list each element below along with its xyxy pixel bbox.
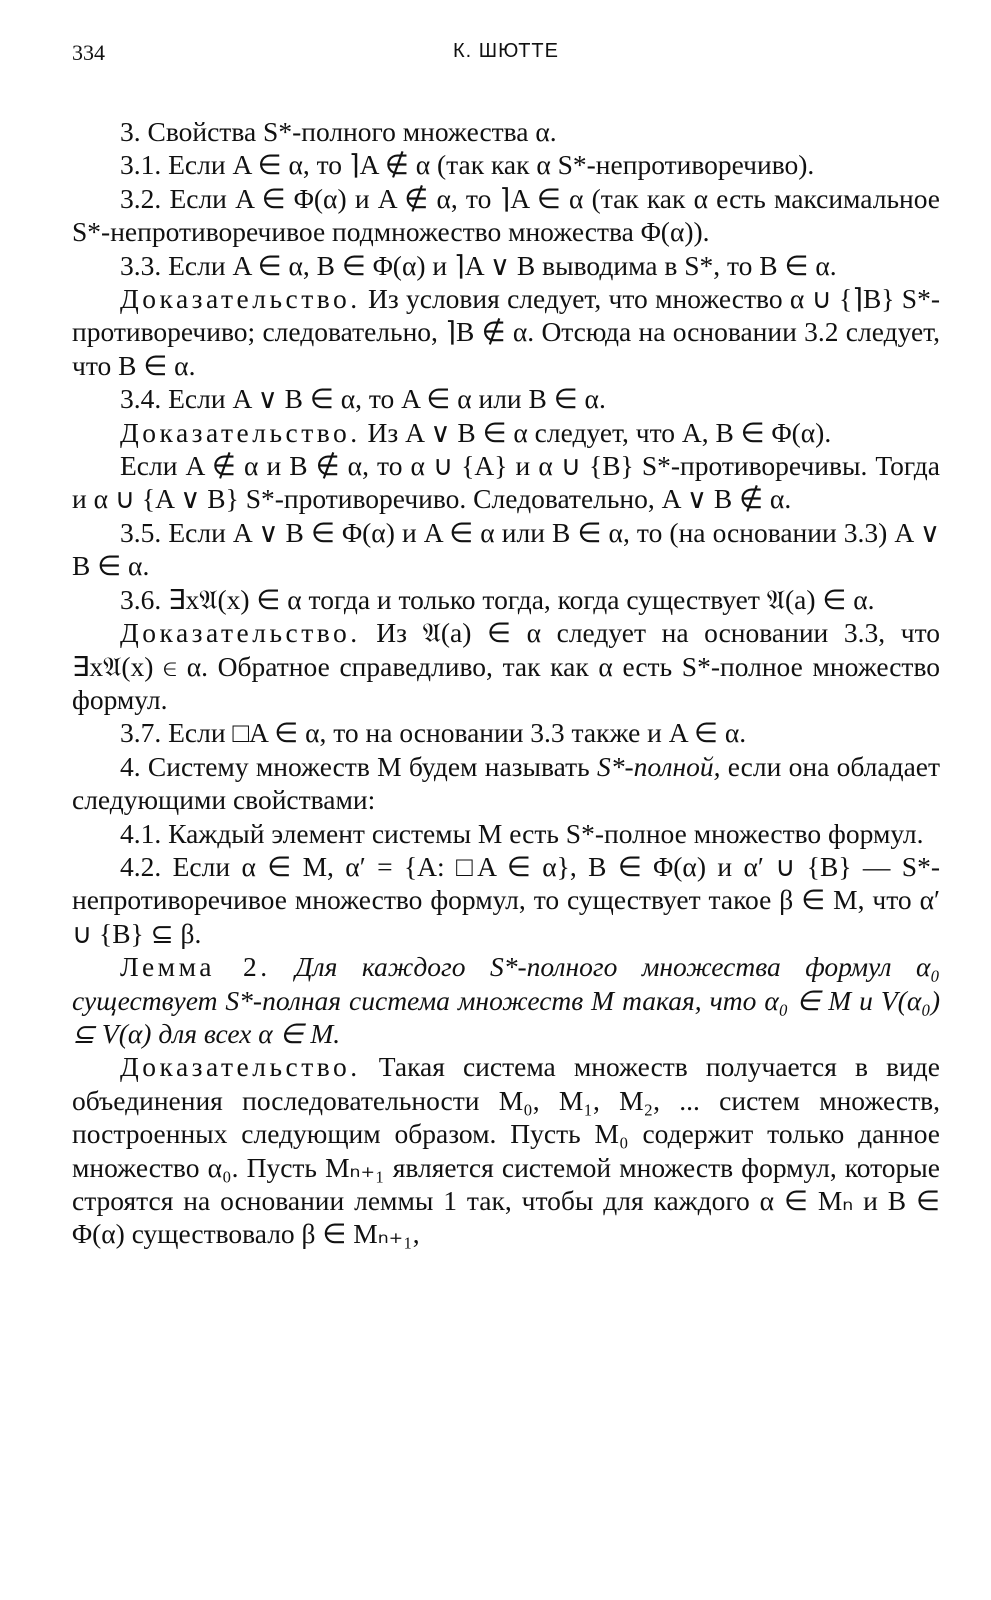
- paragraph-3-7: [72, 716, 940, 749]
- paragraph-3-2: [72, 182, 940, 249]
- paragraph-4: [72, 750, 940, 817]
- paragraph-text: 3.2. Если A ∈ Φ(α) и A ∉ α, то ⌉A ∈ α (так как α есть максимальное S*-непротиворечивое подмножество множества Φ(α)).: [72, 182, 940, 248]
- proof-3-3: [72, 282, 940, 382]
- paragraph-3-4: [72, 382, 940, 415]
- paragraph-4-1: [72, 817, 940, 850]
- paragraph-text: 4. Систему множеств M будем называть: [120, 750, 597, 782]
- paragraph-text: 3.5. Если A ∨ B ∈ Φ(α) и A ∈ α или B ∈ α, то (на основании 3.3) A ∨ B ∈ α.: [72, 516, 940, 582]
- body-text: [72, 115, 940, 1251]
- proof-lemma-2: [72, 1050, 940, 1250]
- paragraph-3-1: [72, 148, 940, 181]
- paragraph-text: 4.1. Каждый элемент системы M есть S*-полное множество формул.: [120, 817, 924, 849]
- paragraph-text: Такая система множеств получается в виде объединения последовательности M₀, M₁, M₂, ... систем множеств, построенных следующим образом. Пусть M₀ содержит только данное множество α₀. Пусть Mₙ₊₁ является системой множеств формул, которые строятся на основании леммы 1 так, чтобы для каждого α ∈ Mₙ и B ∈ Φ(α) существовало β ∈ Mₙ₊₁,: [72, 1051, 940, 1250]
- paragraph-text: 4.2. Если α ∈ M, α′ = {A: □A ∈ α}, B ∈ Φ(α) и α′ ∪ {B} — S*-непротиворечивое множество формул, то существует такое β ∈ M, что α′ ∪ {B} ⊆ β.: [72, 850, 940, 949]
- paragraph-3-6: [72, 583, 940, 616]
- proof-label: Доказательство.: [120, 617, 361, 649]
- paragraph-3-3: [72, 249, 940, 282]
- defined-term: S*-полной,: [596, 750, 721, 782]
- paragraph-3: [72, 115, 940, 148]
- page-header: [72, 40, 940, 80]
- paragraph-text: 3.7. Если □A ∈ α, то на основании 3.3 также и A ∈ α.: [120, 717, 747, 749]
- page-number: 334: [72, 40, 105, 65]
- proof-label: Доказательство.: [120, 283, 361, 315]
- paragraph-text: Если A ∉ α и B ∉ α, то α ∪ {A} и α ∪ {B} S*-противоречивы. Тогда и α ∪ {A ∨ B} S*-противоречиво. Следовательно, A ∨ B ∉ α.: [72, 450, 940, 515]
- paragraph-text: Из условия следует, что множество α ∪ {⌉B} S*-противоречиво; следовательно, ⌉B ∉ α. Отсюда на основании 3.2 следует, что B ∈ α.: [72, 283, 940, 381]
- proof-label: Доказательство.: [120, 416, 361, 448]
- proof-label: Доказательство.: [120, 1051, 361, 1083]
- running-head: К. ШЮТТЕ: [453, 40, 559, 62]
- paragraph-text: 3.4. Если A ∨ B ∈ α, то A ∈ α или B ∈ α.: [120, 383, 606, 415]
- paragraph-text: 3.1. Если A ∈ α, то ⌉A ∉ α (так как α S*-непротиворечиво).: [120, 149, 815, 181]
- paragraph-text: 3. Свойства S*-полного множества α.: [120, 116, 557, 147]
- lemma-label: Лемма 2.: [120, 951, 271, 983]
- paragraph-text: Из A ∨ B ∈ α следует, что A, B ∈ Φ(α).: [360, 416, 832, 448]
- paragraph-text: 3.6. ∃x𝔄(x) ∈ α тогда и только тогда, когда существует 𝔄(a) ∈ α.: [120, 583, 875, 615]
- proof-3-6: [72, 616, 940, 716]
- proof-3-4: [72, 416, 940, 449]
- lemma-statement: Для каждого S*-полного множества формул α₀ существует S*-полная система множеств M такая, что α₀ ∈ M и V(α₀) ⊆ V(α) для всех α ∈ M.: [72, 951, 940, 1049]
- paragraph-4-2: [72, 850, 940, 950]
- proof-3-4-continued: [72, 449, 940, 516]
- paragraph-text: Из 𝔄(a) ∈ α следует на основании 3.3, что ∃x𝔄(x) ∈ α. Обратное справедливо, так как α есть S*-полное множество формул.: [72, 617, 940, 715]
- paragraph-3-5: [72, 516, 940, 583]
- lemma-2: [72, 950, 940, 1050]
- paragraph-text-after: если она обладает следующими свойствами:: [72, 750, 941, 816]
- paragraph-text: 3.3. Если A ∈ α, B ∈ Φ(α) и ⌉A ∨ B выводима в S*, то B ∈ α.: [120, 249, 837, 281]
